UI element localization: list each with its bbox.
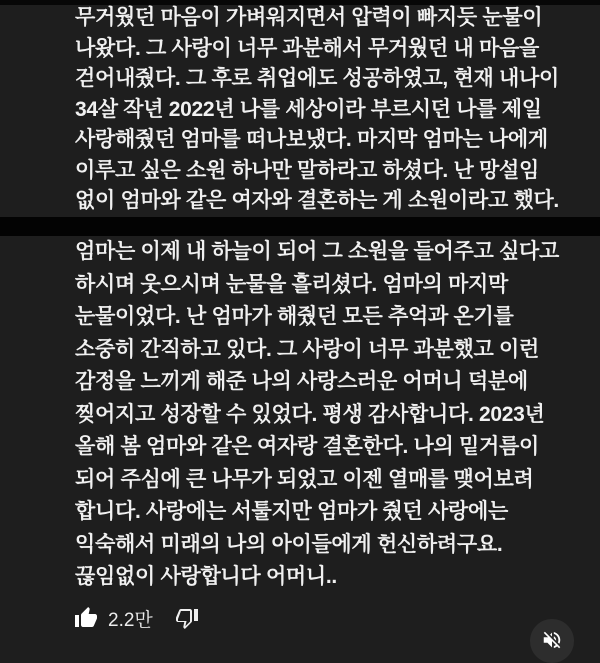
comment-line: 걷어내줬다. 그 후로 취업에도 성공하였고, 현재 내나이 <box>75 67 559 90</box>
like-count: 2.2만 <box>108 609 153 631</box>
comment-line: 소중히 간직하고 있다. 그 사랑이 너무 과분했고 이런 <box>75 337 539 361</box>
thumbs-down-icon <box>175 606 199 630</box>
comment-line: 이루고 싶은 소원 하나만 말하라고 하셨다. 난 망설임 <box>75 158 539 182</box>
comment-line: 올해 봄 엄마와 같은 여자랑 결혼한다. 나의 밑거름이 <box>75 435 539 458</box>
comment-line: 끊임없이 사랑합니다 어머니.. <box>75 565 337 588</box>
comment-text-block-2 <box>75 236 587 594</box>
comment-line: 무거웠던 마음이 가벼워지면서 압력이 빠지듯 눈물이 <box>75 6 543 29</box>
dislike-button[interactable] <box>175 606 199 630</box>
comment-line: 되어 주심에 큰 나무가 되었고 이젠 열매를 맺어보려 <box>75 467 534 491</box>
comment-line: 눈물이었다. 난 엄마가 해줬던 모든 추억과 온기를 <box>75 305 514 328</box>
muted-speaker-icon <box>541 629 563 654</box>
comment-line: 없이 엄마와 같은 여자와 결혼하는 게 소원이라고 했다. <box>75 189 559 212</box>
comment-text-block-1 <box>75 3 587 217</box>
screenshot-stitch-seam <box>0 217 600 236</box>
comment-line: 익숙해서 미래의 나의 아이들에게 헌신하려구요. <box>75 532 503 556</box>
comment-line: 감정을 느끼게 해준 나의 사랑스러운 어머니 덕분에 <box>75 370 528 393</box>
mute-button[interactable] <box>530 619 574 663</box>
comment-actions <box>74 603 199 633</box>
comment-line: 하시며 웃으시며 눈물을 흘리셨다. 엄마의 마지막 <box>75 272 508 296</box>
comment-line: 나왔다. 그 사랑이 너무 과분해서 무거웠던 내 마음을 <box>75 36 539 60</box>
thumbs-up-icon <box>74 606 98 630</box>
comment-line: 합니다. 사랑에는 서툴지만 엄마가 줬던 사랑에는 <box>75 500 508 523</box>
comment-line: 찢어지고 성장할 수 있었다. 평생 감사합니다. 2023년 <box>75 402 545 426</box>
comment-line: 사랑해줬던 엄마를 떠나보냈다. 마지막 엄마는 나에게 <box>75 128 548 151</box>
comment-line: 34살 작년 2022년 나를 세상이라 부르시던 나를 제일 <box>75 97 542 121</box>
like-button[interactable] <box>74 606 98 630</box>
comment-line: 엄마는 이제 내 하늘이 되어 그 소원을 들어주고 싶다고 <box>75 240 559 263</box>
